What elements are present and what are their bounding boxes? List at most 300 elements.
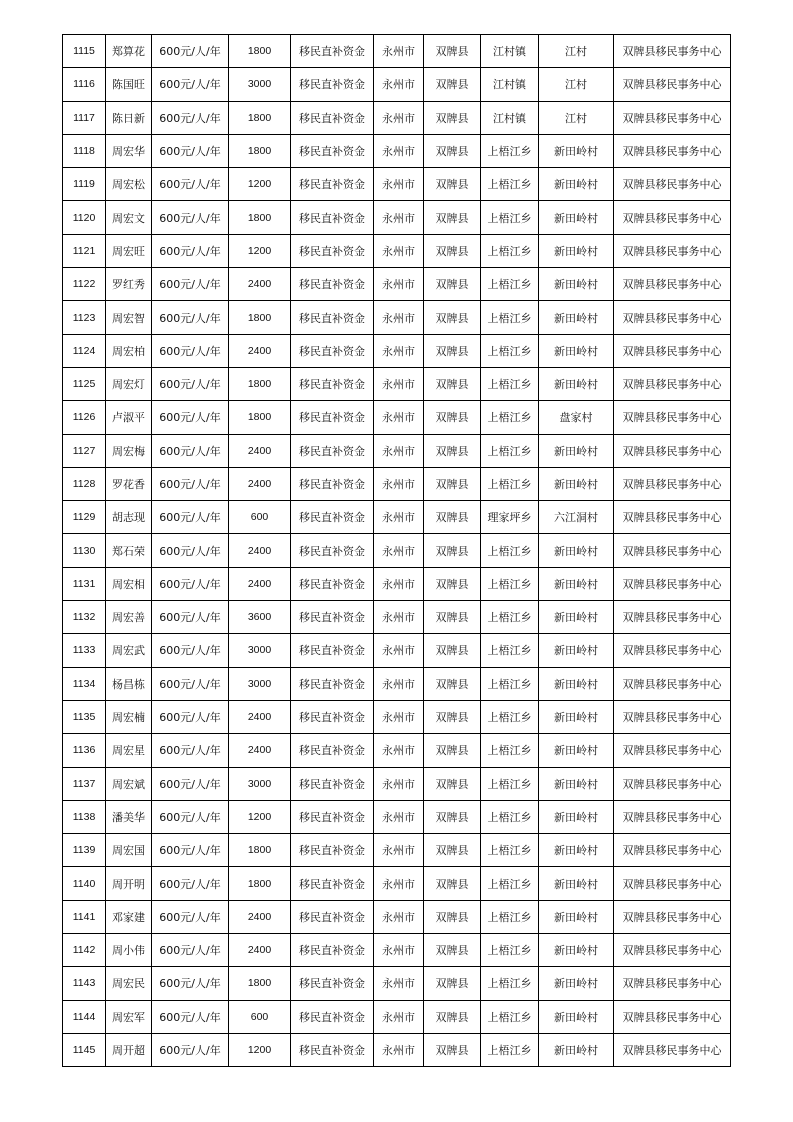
cell-amount: 3000 (229, 767, 291, 800)
cell-township: 上梧江乡 (481, 301, 539, 334)
table-row (63, 168, 731, 201)
cell-village: 新田岭村 (539, 800, 614, 833)
cell-amount: 1800 (229, 301, 291, 334)
cell-fund-type: 移民直补资金 (291, 234, 374, 267)
cell-issuing-agency: 双牌县移民事务中心 (614, 201, 731, 234)
cell-village: 新田岭村 (539, 434, 614, 467)
cell-person-name: 周宏华 (106, 134, 152, 167)
cell-row-number: 1117 (63, 101, 106, 134)
cell-county: 双牌县 (424, 467, 481, 500)
cell-amount: 1800 (229, 967, 291, 1000)
table-row (63, 567, 731, 600)
cell-issuing-agency: 双牌县移民事务中心 (614, 567, 731, 600)
cell-row-number: 1138 (63, 800, 106, 833)
cell-village: 新田岭村 (539, 1033, 614, 1066)
cell-amount: 1800 (229, 834, 291, 867)
cell-county: 双牌县 (424, 967, 481, 1000)
cell-row-number: 1123 (63, 301, 106, 334)
cell-subsidy-standard: 600元/人/年 (152, 168, 229, 201)
cell-fund-type: 移民直补资金 (291, 101, 374, 134)
cell-person-name: 杨昌栋 (106, 667, 152, 700)
cell-subsidy-standard: 600元/人/年 (152, 601, 229, 634)
table-body (63, 35, 731, 1067)
cell-row-number: 1118 (63, 134, 106, 167)
cell-subsidy-standard: 600元/人/年 (152, 867, 229, 900)
cell-subsidy-standard: 600元/人/年 (152, 634, 229, 667)
cell-village: 盘家村 (539, 401, 614, 434)
cell-subsidy-standard: 600元/人/年 (152, 967, 229, 1000)
cell-subsidy-standard: 600元/人/年 (152, 834, 229, 867)
table-row (63, 667, 731, 700)
cell-fund-type: 移民直补资金 (291, 268, 374, 301)
cell-city: 永州市 (374, 834, 424, 867)
cell-issuing-agency: 双牌县移民事务中心 (614, 800, 731, 833)
cell-township: 上梧江乡 (481, 867, 539, 900)
cell-village: 新田岭村 (539, 667, 614, 700)
cell-amount: 2400 (229, 534, 291, 567)
cell-issuing-agency: 双牌县移民事务中心 (614, 268, 731, 301)
cell-county: 双牌县 (424, 168, 481, 201)
cell-fund-type: 移民直补资金 (291, 467, 374, 500)
cell-city: 永州市 (374, 800, 424, 833)
cell-county: 双牌县 (424, 767, 481, 800)
cell-county: 双牌县 (424, 401, 481, 434)
cell-person-name: 周宏武 (106, 634, 152, 667)
cell-township: 上梧江乡 (481, 1000, 539, 1033)
cell-village: 新田岭村 (539, 334, 614, 367)
cell-person-name: 罗红秀 (106, 268, 152, 301)
cell-subsidy-standard: 600元/人/年 (152, 401, 229, 434)
cell-issuing-agency: 双牌县移民事务中心 (614, 434, 731, 467)
cell-subsidy-standard: 600元/人/年 (152, 234, 229, 267)
cell-city: 永州市 (374, 35, 424, 68)
cell-fund-type: 移民直补资金 (291, 867, 374, 900)
cell-township: 江村镇 (481, 35, 539, 68)
cell-county: 双牌县 (424, 900, 481, 933)
cell-subsidy-standard: 600元/人/年 (152, 201, 229, 234)
cell-subsidy-standard: 600元/人/年 (152, 567, 229, 600)
cell-fund-type: 移民直补资金 (291, 934, 374, 967)
cell-county: 双牌县 (424, 434, 481, 467)
cell-subsidy-standard: 600元/人/年 (152, 334, 229, 367)
cell-fund-type: 移民直补资金 (291, 401, 374, 434)
cell-fund-type: 移民直补资金 (291, 301, 374, 334)
cell-amount: 2400 (229, 467, 291, 500)
subsidy-table (62, 34, 731, 1067)
cell-county: 双牌县 (424, 567, 481, 600)
cell-issuing-agency: 双牌县移民事务中心 (614, 1000, 731, 1033)
cell-village: 新田岭村 (539, 234, 614, 267)
cell-person-name: 罗花香 (106, 467, 152, 500)
cell-city: 永州市 (374, 934, 424, 967)
cell-subsidy-standard: 600元/人/年 (152, 68, 229, 101)
cell-row-number: 1128 (63, 467, 106, 500)
cell-township: 上梧江乡 (481, 201, 539, 234)
cell-amount: 3000 (229, 667, 291, 700)
cell-row-number: 1137 (63, 767, 106, 800)
cell-county: 双牌县 (424, 800, 481, 833)
cell-subsidy-standard: 600元/人/年 (152, 268, 229, 301)
cell-county: 双牌县 (424, 601, 481, 634)
cell-person-name: 周小伟 (106, 934, 152, 967)
cell-fund-type: 移民直补资金 (291, 967, 374, 1000)
cell-person-name: 胡志现 (106, 501, 152, 534)
cell-city: 永州市 (374, 667, 424, 700)
cell-city: 永州市 (374, 734, 424, 767)
cell-township: 上梧江乡 (481, 134, 539, 167)
cell-fund-type: 移民直补资金 (291, 1033, 374, 1066)
cell-village: 新田岭村 (539, 268, 614, 301)
cell-city: 永州市 (374, 767, 424, 800)
table-row (63, 35, 731, 68)
cell-issuing-agency: 双牌县移民事务中心 (614, 35, 731, 68)
cell-fund-type: 移民直补资金 (291, 567, 374, 600)
cell-row-number: 1143 (63, 967, 106, 1000)
cell-person-name: 卢淑平 (106, 401, 152, 434)
cell-county: 双牌县 (424, 1000, 481, 1033)
table-row (63, 800, 731, 833)
table-row (63, 700, 731, 733)
cell-county: 双牌县 (424, 101, 481, 134)
cell-fund-type: 移民直补资金 (291, 501, 374, 534)
cell-issuing-agency: 双牌县移民事务中心 (614, 68, 731, 101)
cell-person-name: 周宏国 (106, 834, 152, 867)
cell-subsidy-standard: 600元/人/年 (152, 667, 229, 700)
cell-fund-type: 移民直补资金 (291, 667, 374, 700)
cell-subsidy-standard: 600元/人/年 (152, 467, 229, 500)
table-row (63, 601, 731, 634)
cell-subsidy-standard: 600元/人/年 (152, 934, 229, 967)
cell-city: 永州市 (374, 68, 424, 101)
cell-person-name: 周宏民 (106, 967, 152, 1000)
cell-amount: 3600 (229, 601, 291, 634)
cell-village: 江村 (539, 101, 614, 134)
cell-subsidy-standard: 600元/人/年 (152, 800, 229, 833)
cell-amount: 2400 (229, 434, 291, 467)
cell-person-name: 潘美华 (106, 800, 152, 833)
cell-amount: 1800 (229, 35, 291, 68)
cell-amount: 1800 (229, 101, 291, 134)
cell-fund-type: 移民直补资金 (291, 700, 374, 733)
cell-township: 上梧江乡 (481, 967, 539, 1000)
cell-city: 永州市 (374, 467, 424, 500)
cell-county: 双牌县 (424, 934, 481, 967)
cell-issuing-agency: 双牌县移民事务中心 (614, 767, 731, 800)
cell-row-number: 1125 (63, 367, 106, 400)
cell-issuing-agency: 双牌县移民事务中心 (614, 934, 731, 967)
cell-township: 上梧江乡 (481, 634, 539, 667)
cell-subsidy-standard: 600元/人/年 (152, 767, 229, 800)
cell-county: 双牌县 (424, 134, 481, 167)
cell-amount: 2400 (229, 268, 291, 301)
table-row (63, 401, 731, 434)
cell-city: 永州市 (374, 134, 424, 167)
cell-township: 江村镇 (481, 101, 539, 134)
cell-township: 上梧江乡 (481, 567, 539, 600)
cell-village: 新田岭村 (539, 367, 614, 400)
cell-row-number: 1133 (63, 634, 106, 667)
table-row (63, 934, 731, 967)
cell-village: 新田岭村 (539, 867, 614, 900)
cell-amount: 2400 (229, 900, 291, 933)
cell-issuing-agency: 双牌县移民事务中心 (614, 234, 731, 267)
cell-city: 永州市 (374, 201, 424, 234)
cell-township: 上梧江乡 (481, 800, 539, 833)
cell-subsidy-standard: 600元/人/年 (152, 35, 229, 68)
cell-person-name: 邓家建 (106, 900, 152, 933)
cell-person-name: 周宏斌 (106, 767, 152, 800)
cell-issuing-agency: 双牌县移民事务中心 (614, 467, 731, 500)
cell-amount: 1800 (229, 134, 291, 167)
cell-city: 永州市 (374, 168, 424, 201)
cell-village: 新田岭村 (539, 900, 614, 933)
cell-township: 江村镇 (481, 68, 539, 101)
cell-village: 六江洞村 (539, 501, 614, 534)
cell-township: 上梧江乡 (481, 1033, 539, 1066)
cell-city: 永州市 (374, 101, 424, 134)
cell-village: 新田岭村 (539, 534, 614, 567)
cell-city: 永州市 (374, 501, 424, 534)
cell-amount: 2400 (229, 934, 291, 967)
cell-township: 上梧江乡 (481, 900, 539, 933)
cell-city: 永州市 (374, 967, 424, 1000)
cell-township: 上梧江乡 (481, 401, 539, 434)
cell-issuing-agency: 双牌县移民事务中心 (614, 734, 731, 767)
table-row (63, 834, 731, 867)
cell-city: 永州市 (374, 1000, 424, 1033)
cell-city: 永州市 (374, 900, 424, 933)
cell-fund-type: 移民直补资金 (291, 534, 374, 567)
cell-subsidy-standard: 600元/人/年 (152, 700, 229, 733)
cell-village: 新田岭村 (539, 834, 614, 867)
cell-person-name: 周宏善 (106, 601, 152, 634)
cell-amount: 1800 (229, 201, 291, 234)
cell-issuing-agency: 双牌县移民事务中心 (614, 168, 731, 201)
cell-subsidy-standard: 600元/人/年 (152, 900, 229, 933)
cell-amount: 1800 (229, 867, 291, 900)
cell-county: 双牌县 (424, 367, 481, 400)
cell-city: 永州市 (374, 334, 424, 367)
cell-city: 永州市 (374, 567, 424, 600)
cell-row-number: 1121 (63, 234, 106, 267)
subsidy-table-sheet (62, 34, 730, 1067)
cell-village: 新田岭村 (539, 734, 614, 767)
cell-issuing-agency: 双牌县移民事务中心 (614, 134, 731, 167)
cell-village: 江村 (539, 68, 614, 101)
cell-row-number: 1116 (63, 68, 106, 101)
cell-village: 新田岭村 (539, 767, 614, 800)
cell-row-number: 1130 (63, 534, 106, 567)
cell-row-number: 1126 (63, 401, 106, 434)
cell-amount: 3000 (229, 68, 291, 101)
cell-amount: 2400 (229, 334, 291, 367)
cell-amount: 2400 (229, 700, 291, 733)
cell-issuing-agency: 双牌县移民事务中心 (614, 967, 731, 1000)
table-row (63, 634, 731, 667)
cell-amount: 600 (229, 501, 291, 534)
table-row (63, 734, 731, 767)
cell-village: 新田岭村 (539, 301, 614, 334)
cell-city: 永州市 (374, 601, 424, 634)
cell-amount: 2400 (229, 567, 291, 600)
cell-row-number: 1136 (63, 734, 106, 767)
cell-amount: 1200 (229, 234, 291, 267)
cell-row-number: 1115 (63, 35, 106, 68)
table-row (63, 367, 731, 400)
cell-person-name: 周宏智 (106, 301, 152, 334)
cell-row-number: 1141 (63, 900, 106, 933)
cell-county: 双牌县 (424, 667, 481, 700)
cell-township: 上梧江乡 (481, 934, 539, 967)
cell-city: 永州市 (374, 268, 424, 301)
cell-fund-type: 移民直补资金 (291, 834, 374, 867)
cell-county: 双牌县 (424, 301, 481, 334)
cell-village: 新田岭村 (539, 467, 614, 500)
cell-person-name: 周宏楠 (106, 700, 152, 733)
table-row (63, 1033, 731, 1066)
cell-county: 双牌县 (424, 700, 481, 733)
cell-subsidy-standard: 600元/人/年 (152, 734, 229, 767)
cell-township: 上梧江乡 (481, 601, 539, 634)
cell-amount: 1200 (229, 800, 291, 833)
table-row (63, 68, 731, 101)
cell-township: 上梧江乡 (481, 534, 539, 567)
cell-row-number: 1142 (63, 934, 106, 967)
cell-township: 上梧江乡 (481, 667, 539, 700)
cell-subsidy-standard: 600元/人/年 (152, 134, 229, 167)
cell-person-name: 周宏松 (106, 168, 152, 201)
cell-subsidy-standard: 600元/人/年 (152, 301, 229, 334)
cell-issuing-agency: 双牌县移民事务中心 (614, 334, 731, 367)
table-row (63, 134, 731, 167)
cell-fund-type: 移民直补资金 (291, 634, 374, 667)
table-row (63, 334, 731, 367)
cell-township: 上梧江乡 (481, 234, 539, 267)
cell-issuing-agency: 双牌县移民事务中心 (614, 601, 731, 634)
cell-issuing-agency: 双牌县移民事务中心 (614, 501, 731, 534)
cell-fund-type: 移民直补资金 (291, 734, 374, 767)
cell-row-number: 1144 (63, 1000, 106, 1033)
cell-person-name: 周宏柏 (106, 334, 152, 367)
cell-fund-type: 移民直补资金 (291, 68, 374, 101)
cell-township: 上梧江乡 (481, 834, 539, 867)
table-row (63, 301, 731, 334)
cell-township: 上梧江乡 (481, 334, 539, 367)
cell-county: 双牌县 (424, 1033, 481, 1066)
cell-subsidy-standard: 600元/人/年 (152, 1000, 229, 1033)
cell-fund-type: 移民直补资金 (291, 168, 374, 201)
cell-fund-type: 移民直补资金 (291, 434, 374, 467)
cell-township: 理家坪乡 (481, 501, 539, 534)
cell-city: 永州市 (374, 700, 424, 733)
cell-issuing-agency: 双牌县移民事务中心 (614, 534, 731, 567)
cell-township: 上梧江乡 (481, 767, 539, 800)
cell-amount: 1800 (229, 401, 291, 434)
cell-county: 双牌县 (424, 501, 481, 534)
cell-row-number: 1145 (63, 1033, 106, 1066)
cell-issuing-agency: 双牌县移民事务中心 (614, 101, 731, 134)
cell-city: 永州市 (374, 434, 424, 467)
cell-county: 双牌县 (424, 35, 481, 68)
cell-fund-type: 移民直补资金 (291, 334, 374, 367)
cell-village: 新田岭村 (539, 567, 614, 600)
cell-issuing-agency: 双牌县移民事务中心 (614, 700, 731, 733)
table-row (63, 234, 731, 267)
cell-township: 上梧江乡 (481, 700, 539, 733)
cell-county: 双牌县 (424, 201, 481, 234)
cell-subsidy-standard: 600元/人/年 (152, 434, 229, 467)
cell-fund-type: 移民直补资金 (291, 35, 374, 68)
cell-person-name: 周宏文 (106, 201, 152, 234)
cell-city: 永州市 (374, 534, 424, 567)
cell-city: 永州市 (374, 1033, 424, 1066)
cell-township: 上梧江乡 (481, 168, 539, 201)
cell-township: 上梧江乡 (481, 467, 539, 500)
cell-fund-type: 移民直补资金 (291, 134, 374, 167)
cell-subsidy-standard: 600元/人/年 (152, 367, 229, 400)
cell-amount: 1200 (229, 1033, 291, 1066)
table-row (63, 767, 731, 800)
table-row (63, 467, 731, 500)
cell-county: 双牌县 (424, 68, 481, 101)
cell-person-name: 周开明 (106, 867, 152, 900)
table-row (63, 501, 731, 534)
cell-row-number: 1139 (63, 834, 106, 867)
cell-township: 上梧江乡 (481, 367, 539, 400)
cell-row-number: 1127 (63, 434, 106, 467)
cell-fund-type: 移民直补资金 (291, 800, 374, 833)
cell-fund-type: 移民直补资金 (291, 900, 374, 933)
table-row (63, 967, 731, 1000)
cell-row-number: 1122 (63, 268, 106, 301)
cell-person-name: 周宏灯 (106, 367, 152, 400)
cell-person-name: 周宏旺 (106, 234, 152, 267)
cell-county: 双牌县 (424, 734, 481, 767)
cell-row-number: 1119 (63, 168, 106, 201)
cell-village: 新田岭村 (539, 1000, 614, 1033)
cell-county: 双牌县 (424, 534, 481, 567)
cell-amount: 2400 (229, 734, 291, 767)
table-row (63, 101, 731, 134)
cell-village: 江村 (539, 35, 614, 68)
cell-row-number: 1134 (63, 667, 106, 700)
cell-fund-type: 移民直补资金 (291, 601, 374, 634)
cell-issuing-agency: 双牌县移民事务中心 (614, 1033, 731, 1066)
cell-row-number: 1132 (63, 601, 106, 634)
cell-fund-type: 移民直补资金 (291, 367, 374, 400)
cell-village: 新田岭村 (539, 201, 614, 234)
cell-city: 永州市 (374, 634, 424, 667)
cell-issuing-agency: 双牌县移民事务中心 (614, 401, 731, 434)
table-row (63, 268, 731, 301)
cell-person-name: 周宏星 (106, 734, 152, 767)
cell-issuing-agency: 双牌县移民事务中心 (614, 367, 731, 400)
cell-city: 永州市 (374, 301, 424, 334)
cell-township: 上梧江乡 (481, 268, 539, 301)
cell-subsidy-standard: 600元/人/年 (152, 534, 229, 567)
cell-amount: 1200 (229, 168, 291, 201)
table-row (63, 201, 731, 234)
cell-subsidy-standard: 600元/人/年 (152, 1033, 229, 1066)
cell-person-name: 周宏军 (106, 1000, 152, 1033)
cell-person-name: 周宏相 (106, 567, 152, 600)
cell-row-number: 1129 (63, 501, 106, 534)
cell-person-name: 郑算花 (106, 35, 152, 68)
cell-issuing-agency: 双牌县移民事务中心 (614, 634, 731, 667)
cell-fund-type: 移民直补资金 (291, 767, 374, 800)
cell-person-name: 周开超 (106, 1033, 152, 1066)
cell-issuing-agency: 双牌县移民事务中心 (614, 900, 731, 933)
